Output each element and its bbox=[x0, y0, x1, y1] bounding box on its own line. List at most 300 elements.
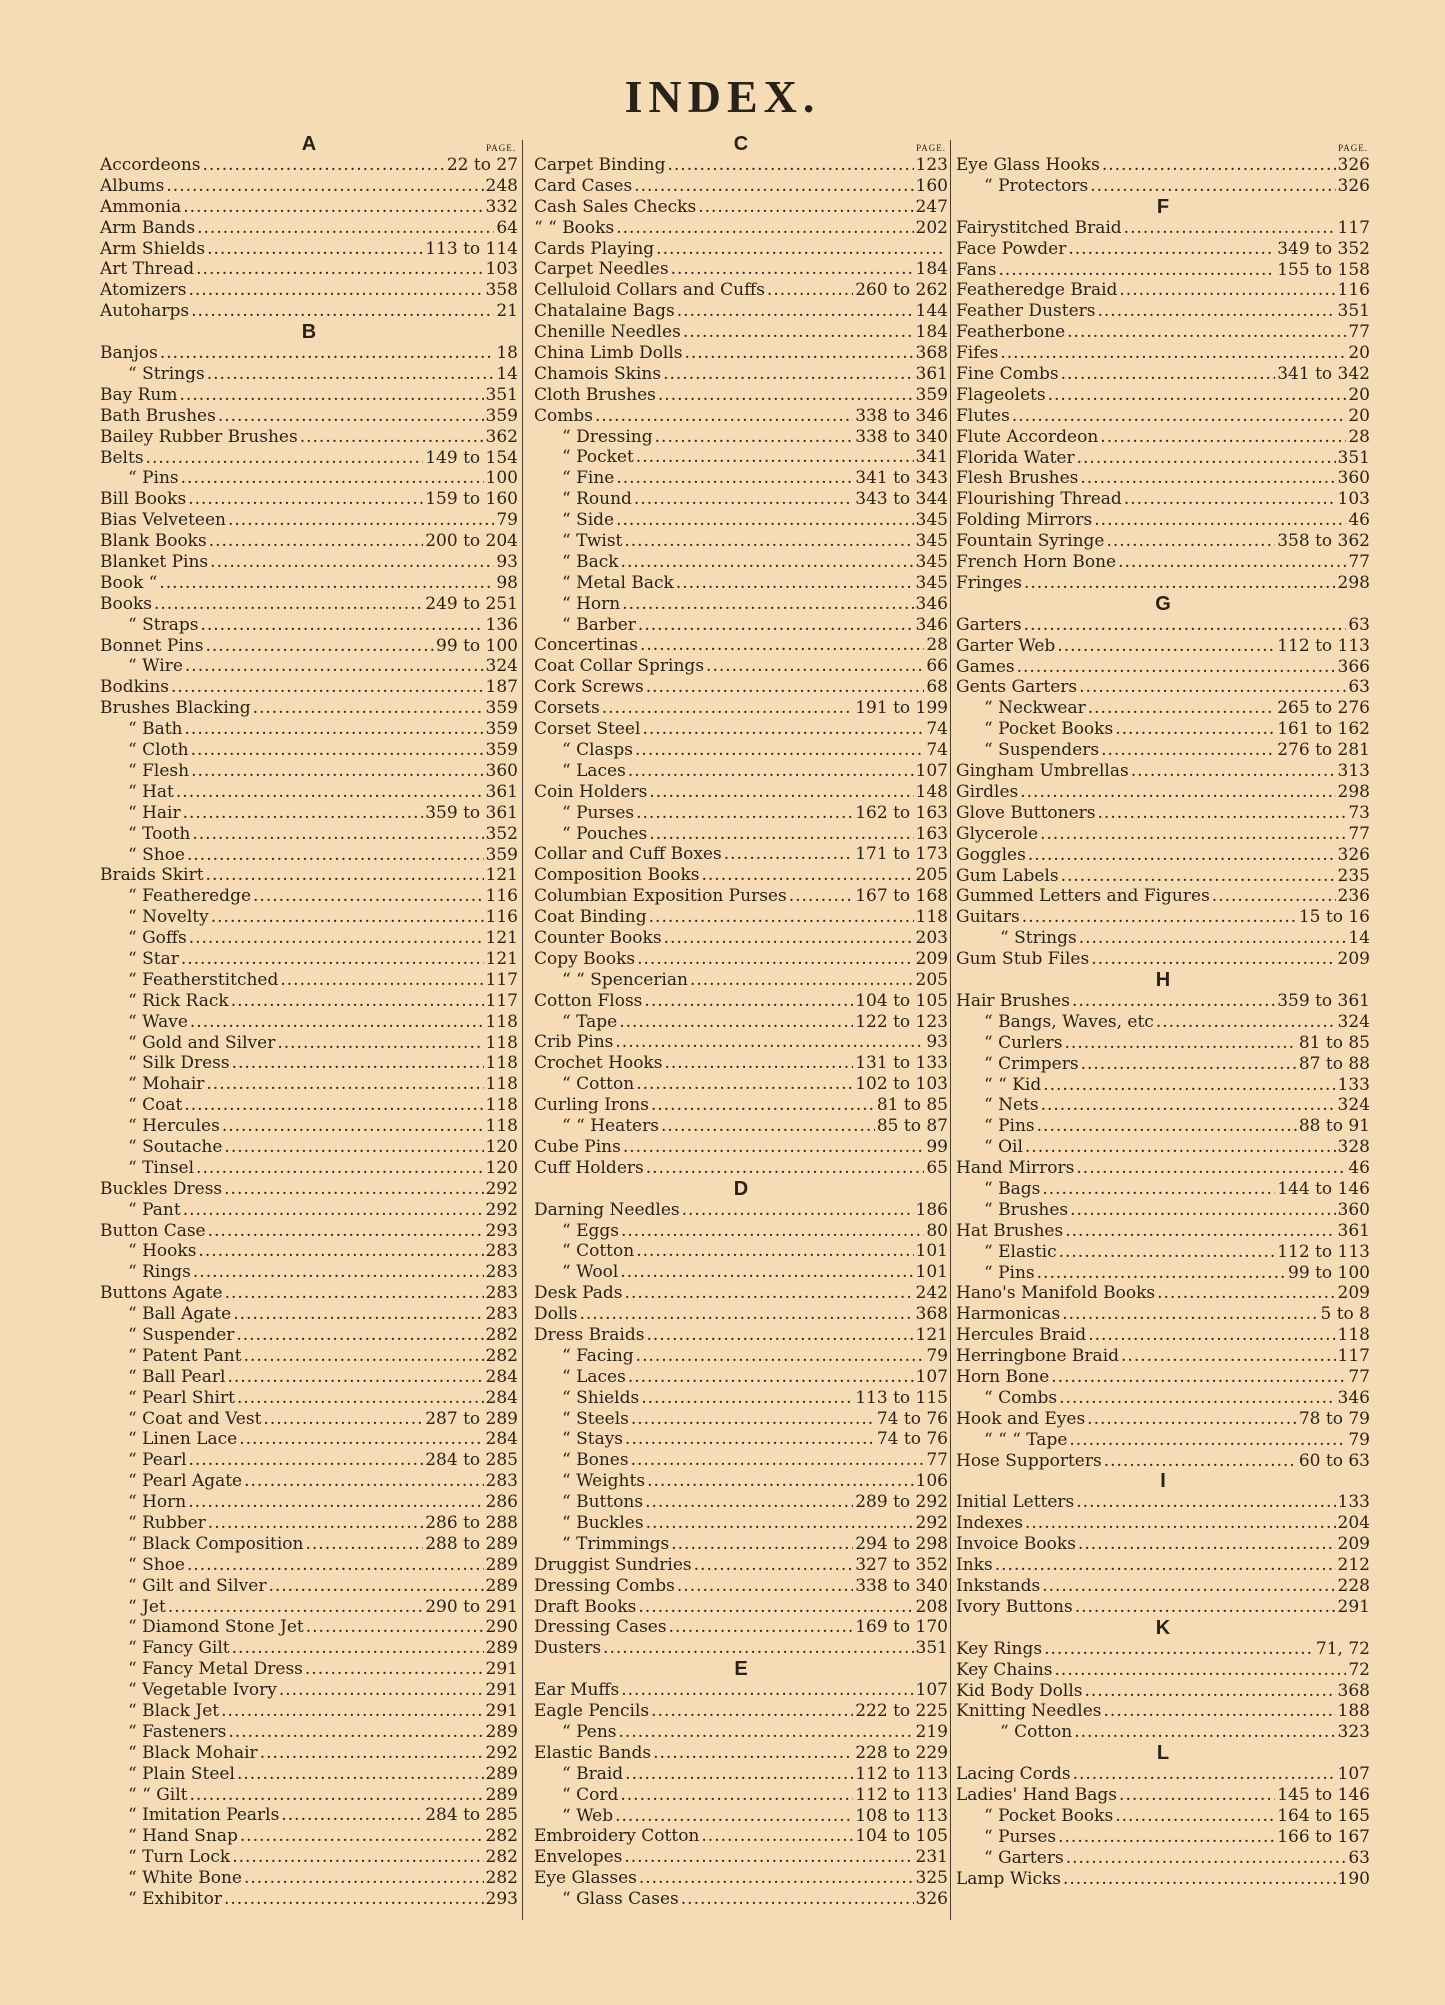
entry-name: “ Tape bbox=[562, 1011, 618, 1032]
entry-page: 184 bbox=[915, 259, 948, 280]
index-entry bbox=[534, 1283, 948, 1304]
entry-name: “ Nets bbox=[984, 1095, 1039, 1116]
entry-name: Button Case bbox=[100, 1220, 206, 1241]
dot-leader bbox=[240, 1826, 484, 1847]
index-entry bbox=[956, 677, 1370, 698]
entry-page: 74 to 76 bbox=[876, 1408, 948, 1429]
dot-leader bbox=[211, 907, 484, 928]
dot-leader bbox=[224, 1137, 483, 1158]
index-entry bbox=[534, 364, 948, 385]
dot-leader bbox=[998, 260, 1275, 281]
index-entry bbox=[956, 468, 1370, 489]
entry-page: 236 bbox=[1337, 886, 1370, 907]
entry-page: 200 to 204 bbox=[425, 531, 518, 552]
entry-name: “ Mohair bbox=[128, 1074, 205, 1095]
index-entry bbox=[534, 1847, 948, 1868]
entry-page: 136 bbox=[485, 614, 518, 635]
entry-name: “ “ “ Tape bbox=[984, 1429, 1068, 1450]
dot-leader bbox=[636, 1346, 925, 1367]
entry-page: 362 bbox=[485, 426, 518, 447]
entry-page: 282 bbox=[485, 1847, 518, 1868]
index-entry bbox=[100, 1053, 518, 1074]
entry-name: “ Goffs bbox=[128, 928, 187, 949]
section-letter: H bbox=[1155, 968, 1171, 991]
index-entry bbox=[100, 197, 518, 218]
entry-page: 359 bbox=[485, 844, 518, 865]
dot-leader bbox=[300, 427, 484, 448]
entry-page: 287 to 289 bbox=[425, 1408, 518, 1429]
entry-name: Bath Brushes bbox=[100, 405, 216, 426]
dot-leader bbox=[227, 1367, 483, 1388]
entry-page: 117 bbox=[1337, 1346, 1370, 1367]
dot-leader bbox=[160, 343, 495, 364]
entry-name: “ Cotton bbox=[1000, 1722, 1073, 1743]
entry-name: Desk Pads bbox=[534, 1283, 623, 1304]
dot-leader bbox=[191, 740, 484, 761]
dot-leader bbox=[619, 1012, 853, 1033]
entry-page: 101 bbox=[915, 1241, 948, 1262]
entry-name: “ Plain Steel bbox=[128, 1763, 235, 1784]
entry-page: 326 bbox=[915, 1889, 948, 1910]
index-column-3 bbox=[956, 134, 1370, 1890]
entry-page: 120 bbox=[485, 1136, 518, 1157]
entry-name: Harmonicas bbox=[956, 1304, 1061, 1325]
dot-leader bbox=[305, 1659, 484, 1680]
dot-leader bbox=[188, 489, 423, 510]
entry-page: 169 to 170 bbox=[855, 1617, 948, 1638]
entry-page: 323 bbox=[1337, 1722, 1370, 1743]
index-entry bbox=[534, 1053, 948, 1074]
dot-leader bbox=[1069, 1430, 1346, 1451]
dot-leader bbox=[253, 698, 484, 719]
entry-name: “ Straps bbox=[128, 614, 199, 635]
entry-page: 117 bbox=[485, 969, 518, 990]
dot-leader bbox=[615, 1806, 853, 1827]
entry-page: 163 bbox=[915, 823, 948, 844]
index-entry bbox=[100, 1158, 518, 1179]
entry-page: 28 bbox=[926, 635, 948, 656]
index-entry bbox=[956, 657, 1370, 678]
dot-leader bbox=[1070, 1200, 1335, 1221]
dot-leader bbox=[1115, 719, 1275, 740]
page-column-header: PAGE. bbox=[1338, 143, 1368, 153]
dot-leader bbox=[1037, 1263, 1286, 1284]
index-entry bbox=[956, 1722, 1370, 1743]
dot-leader bbox=[1065, 1221, 1335, 1242]
entry-name: Flesh Brushes bbox=[956, 468, 1079, 489]
entry-name: “ Featherstitched bbox=[128, 969, 279, 990]
index-entry bbox=[956, 1681, 1370, 1702]
index-entry bbox=[534, 782, 948, 803]
dot-leader bbox=[180, 385, 484, 406]
entry-name: “ Pins bbox=[128, 468, 179, 489]
dot-leader bbox=[637, 949, 913, 970]
entry-page: 113 to 114 bbox=[425, 238, 518, 259]
entry-page: 235 bbox=[1337, 865, 1370, 886]
entry-name: “ Round bbox=[562, 489, 632, 510]
entry-page: 283 bbox=[485, 1262, 518, 1283]
entry-page: 358 to 362 bbox=[1277, 531, 1370, 552]
index-entry bbox=[100, 1680, 518, 1701]
entry-name: “ Cord bbox=[562, 1784, 619, 1805]
index-entry bbox=[534, 489, 948, 510]
entry-name: “ Ball Agate bbox=[128, 1304, 232, 1325]
entry-page: 289 bbox=[485, 1721, 518, 1742]
dot-leader bbox=[636, 803, 853, 824]
entry-name: Bailey Rubber Brushes bbox=[100, 426, 298, 447]
index-entry bbox=[100, 1785, 518, 1806]
index-entry bbox=[100, 991, 518, 1012]
index-entry bbox=[100, 573, 518, 594]
index-entry bbox=[956, 176, 1370, 197]
entry-page: 161 to 162 bbox=[1277, 719, 1370, 740]
index-entry bbox=[100, 1805, 518, 1826]
entry-page: 209 bbox=[1337, 1283, 1370, 1304]
index-entry bbox=[534, 1221, 948, 1242]
index-entry bbox=[956, 1848, 1370, 1869]
index-entry bbox=[100, 427, 518, 448]
dot-leader bbox=[1077, 448, 1336, 469]
entry-name: “ Cotton bbox=[562, 1241, 635, 1262]
entry-name: China Limb Dolls bbox=[534, 343, 683, 364]
index-entry bbox=[956, 406, 1370, 427]
entry-page: 290 to 291 bbox=[425, 1596, 518, 1617]
entry-page: 345 bbox=[915, 551, 948, 572]
dot-leader bbox=[187, 845, 484, 866]
section-letter: I bbox=[1160, 1470, 1166, 1493]
entry-page: 293 bbox=[485, 1220, 518, 1241]
dot-leader bbox=[623, 1137, 925, 1158]
index-entry bbox=[100, 740, 518, 761]
entry-name: “ Cotton bbox=[562, 1074, 635, 1095]
index-entry bbox=[100, 970, 518, 991]
index-column-2 bbox=[534, 134, 948, 1910]
dot-leader bbox=[616, 510, 913, 531]
index-entry bbox=[956, 1639, 1370, 1660]
entry-page: 351 bbox=[1337, 447, 1370, 468]
entry-name: Coin Holders bbox=[534, 781, 648, 802]
index-entry bbox=[534, 1074, 948, 1095]
entry-page: 117 bbox=[485, 990, 518, 1011]
index-entry bbox=[534, 1158, 948, 1179]
entry-name: “ “ Heaters bbox=[562, 1115, 659, 1136]
entry-name: “ Turn Lock bbox=[128, 1847, 231, 1868]
dot-leader bbox=[664, 928, 914, 949]
entry-page: 283 bbox=[485, 1241, 518, 1262]
entry-name: Herringbone Braid bbox=[956, 1346, 1120, 1367]
entry-page: 219 bbox=[915, 1722, 948, 1743]
index-entry bbox=[956, 1367, 1370, 1388]
column-divider bbox=[522, 140, 523, 1920]
index-entry bbox=[534, 1534, 948, 1555]
column-divider bbox=[950, 140, 951, 1920]
entry-page: 222 to 225 bbox=[855, 1701, 948, 1722]
index-entry bbox=[100, 636, 518, 657]
index-entry bbox=[100, 468, 518, 489]
entry-page: 345 bbox=[915, 531, 948, 552]
index-entry bbox=[100, 1262, 518, 1283]
dot-leader bbox=[1043, 1075, 1335, 1096]
index-entry bbox=[956, 1200, 1370, 1221]
dot-leader bbox=[1066, 1848, 1347, 1869]
section-letter: C PAGE. bbox=[534, 134, 948, 155]
dot-leader bbox=[224, 1179, 483, 1200]
entry-name: Hair Brushes bbox=[956, 990, 1070, 1011]
index-entry bbox=[100, 1701, 518, 1722]
entry-name: “ Clasps bbox=[562, 739, 634, 760]
dot-leader bbox=[236, 1325, 483, 1346]
dot-leader bbox=[171, 677, 484, 698]
entry-name: Hook and Eyes bbox=[956, 1408, 1086, 1429]
entry-name: Face Powder bbox=[956, 238, 1067, 259]
dot-leader bbox=[625, 1283, 914, 1304]
dot-leader bbox=[649, 782, 913, 803]
entry-name: Arm Bands bbox=[100, 217, 196, 238]
dot-leader bbox=[231, 991, 484, 1012]
entry-name: Card Cases bbox=[534, 175, 633, 196]
entry-page: 292 bbox=[485, 1178, 518, 1199]
index-entry bbox=[100, 1450, 518, 1471]
entry-page: 361 bbox=[915, 363, 948, 384]
index-entry bbox=[100, 1367, 518, 1388]
index-entry bbox=[534, 656, 948, 677]
index-entry bbox=[100, 719, 518, 740]
dot-leader bbox=[239, 1429, 483, 1450]
dot-leader bbox=[669, 1617, 854, 1638]
index-entry bbox=[100, 1241, 518, 1262]
entry-name: Albums bbox=[100, 175, 165, 196]
index-entry bbox=[100, 1534, 518, 1555]
entry-name: Darning Needles bbox=[534, 1199, 680, 1220]
entry-name: Cards Playing bbox=[534, 238, 655, 259]
entry-name: “ Fine bbox=[562, 468, 615, 489]
entry-name: “ Tinsel bbox=[128, 1157, 195, 1178]
entry-name: “ Suspender bbox=[128, 1324, 235, 1345]
entry-name: Arm Shields bbox=[100, 238, 206, 259]
dot-leader bbox=[698, 197, 913, 218]
entry-name: Counter Books bbox=[534, 927, 662, 948]
index-entry bbox=[956, 552, 1370, 573]
entry-name: Featheredge Braid bbox=[956, 280, 1118, 301]
index-entry bbox=[956, 448, 1370, 469]
entry-name: “ Patent Pant bbox=[128, 1345, 242, 1366]
entry-page: 289 bbox=[485, 1575, 518, 1596]
index-entry bbox=[956, 1158, 1370, 1179]
index-entry bbox=[534, 1200, 948, 1221]
dot-leader bbox=[661, 1116, 875, 1137]
index-entry bbox=[534, 1806, 948, 1827]
entry-name: Crochet Hooks bbox=[534, 1053, 663, 1074]
index-entry bbox=[100, 1095, 518, 1116]
index-entry bbox=[534, 301, 948, 322]
entry-page: 164 to 165 bbox=[1277, 1806, 1370, 1827]
index-entry bbox=[100, 1137, 518, 1158]
dot-leader bbox=[1104, 1451, 1297, 1472]
index-entry bbox=[534, 761, 948, 782]
dot-leader bbox=[232, 1847, 483, 1868]
dot-leader bbox=[1074, 1722, 1335, 1743]
entry-name: “ Pins bbox=[984, 1116, 1035, 1137]
index-entry bbox=[100, 1346, 518, 1367]
index-entry bbox=[100, 845, 518, 866]
entry-page: 159 to 160 bbox=[425, 489, 518, 510]
entry-page: 338 to 340 bbox=[855, 426, 948, 447]
entry-name: “ Silk Dress bbox=[128, 1053, 230, 1074]
entry-name: “ Rick Rack bbox=[128, 990, 229, 1011]
dot-leader bbox=[671, 259, 914, 280]
index-entry bbox=[956, 1263, 1370, 1284]
entry-page: 343 to 344 bbox=[855, 489, 948, 510]
entry-name: “ Buckles bbox=[562, 1513, 644, 1533]
entry-name: Featherbone bbox=[956, 322, 1066, 343]
entry-name: Dress Braids bbox=[534, 1324, 645, 1345]
index-entry bbox=[956, 1451, 1370, 1472]
dot-leader bbox=[279, 1680, 484, 1701]
dot-leader bbox=[653, 1743, 853, 1764]
dot-leader bbox=[615, 1032, 924, 1053]
index-entry bbox=[100, 1116, 518, 1137]
entry-page: 338 to 346 bbox=[855, 405, 948, 426]
entry-name: “ Imitation Pearls bbox=[128, 1805, 280, 1826]
entry-name: Gum Stub Files bbox=[956, 949, 1090, 970]
dot-leader bbox=[196, 259, 483, 280]
index-entry bbox=[534, 1032, 948, 1053]
section-letter: K bbox=[1155, 1616, 1171, 1639]
entry-name: Fountain Syringe bbox=[956, 531, 1105, 552]
index-entry bbox=[956, 489, 1370, 510]
entry-page: 5 to 8 bbox=[1320, 1304, 1370, 1325]
dot-leader bbox=[649, 907, 914, 928]
dot-leader bbox=[622, 594, 913, 615]
entry-name: “ Elastic bbox=[984, 1241, 1057, 1262]
dot-leader bbox=[1042, 1576, 1335, 1597]
dot-leader bbox=[1078, 1534, 1336, 1555]
index-entry bbox=[956, 1597, 1370, 1618]
entry-name: Indexes bbox=[956, 1513, 1023, 1534]
dot-leader bbox=[1062, 1304, 1318, 1325]
entry-name: “ Garters bbox=[984, 1847, 1064, 1868]
entry-page: 209 bbox=[1337, 949, 1370, 970]
dot-leader bbox=[635, 740, 924, 761]
index-entry bbox=[534, 1826, 948, 1847]
dot-leader bbox=[1037, 1116, 1297, 1137]
index-entry bbox=[534, 1617, 948, 1638]
entry-page: 118 bbox=[915, 907, 948, 928]
index-entry bbox=[534, 385, 948, 406]
index-entry bbox=[534, 1346, 948, 1367]
section-letter: E bbox=[734, 1658, 748, 1681]
entry-name: Carpet Binding bbox=[534, 155, 666, 175]
entry-name: Buckles Dress bbox=[100, 1178, 223, 1199]
entry-page: 338 to 340 bbox=[855, 1575, 948, 1596]
entry-name: Flutes bbox=[956, 405, 1010, 426]
entry-page: 93 bbox=[496, 552, 518, 573]
entry-page: 326 bbox=[1337, 175, 1370, 196]
index-entry bbox=[956, 1283, 1370, 1304]
entry-name: “ Curlers bbox=[984, 1032, 1063, 1053]
entry-name: Feather Dusters bbox=[956, 301, 1096, 322]
index-entry bbox=[100, 803, 518, 824]
dot-leader bbox=[1065, 1033, 1297, 1054]
index-entry bbox=[956, 615, 1370, 636]
entry-page: 160 bbox=[915, 175, 948, 196]
entry-page: 77 bbox=[1348, 552, 1370, 573]
entry-page: 191 to 199 bbox=[855, 698, 948, 719]
entry-page: 346 bbox=[915, 614, 948, 635]
dot-leader bbox=[1059, 1388, 1335, 1409]
entry-page: 366 bbox=[1337, 656, 1370, 677]
index-entry bbox=[534, 1743, 948, 1764]
index-entry bbox=[534, 1471, 948, 1492]
dot-leader bbox=[181, 468, 484, 489]
index-entry bbox=[100, 1847, 518, 1868]
entry-name: Fans bbox=[956, 259, 997, 280]
entry-name: Gingham Umbrellas bbox=[956, 761, 1129, 782]
dot-leader bbox=[190, 1012, 484, 1033]
dot-leader bbox=[207, 364, 495, 385]
dot-leader bbox=[188, 1492, 483, 1513]
entry-page: 121 bbox=[485, 948, 518, 969]
dot-leader bbox=[636, 1241, 913, 1262]
entry-name: Cloth Brushes bbox=[534, 384, 656, 405]
index-entry bbox=[956, 322, 1370, 343]
entry-page: 72 bbox=[1348, 1659, 1370, 1680]
entry-name: “ Flesh bbox=[128, 760, 190, 781]
dot-leader bbox=[166, 176, 483, 197]
entry-name: Chatalaine Bags bbox=[534, 301, 675, 322]
entry-page: 204 bbox=[1337, 1513, 1370, 1534]
dot-leader bbox=[684, 343, 913, 364]
entry-name: Ladies' Hand Bags bbox=[956, 1785, 1118, 1806]
index-entry bbox=[534, 928, 948, 949]
index-entry bbox=[956, 301, 1370, 322]
index-entry bbox=[534, 635, 948, 656]
entry-page: 20 bbox=[1348, 384, 1370, 405]
dot-leader bbox=[636, 1074, 853, 1095]
page-title: INDEX. bbox=[624, 71, 821, 122]
index-entry bbox=[100, 1012, 518, 1033]
dot-leader bbox=[1067, 322, 1346, 343]
index-entry bbox=[534, 1304, 948, 1325]
index-entry bbox=[956, 907, 1370, 928]
entry-page: 327 to 352 bbox=[855, 1554, 948, 1575]
index-entry bbox=[100, 594, 518, 615]
index-entry bbox=[100, 1074, 518, 1095]
index-entry bbox=[100, 1576, 518, 1597]
entry-page: 155 to 158 bbox=[1277, 259, 1370, 280]
entry-name: Bias Velveteen bbox=[100, 510, 226, 531]
index-entry bbox=[100, 385, 518, 406]
entry-name: Draft Books bbox=[534, 1596, 637, 1617]
entry-name: Dolls bbox=[534, 1304, 578, 1325]
index-entry bbox=[534, 1638, 948, 1659]
entry-name: “ Ball Pearl bbox=[128, 1366, 226, 1387]
entry-page: 63 bbox=[1348, 614, 1370, 635]
index-column-1 bbox=[100, 134, 518, 1910]
dot-leader bbox=[183, 197, 483, 218]
dot-leader bbox=[1020, 782, 1335, 803]
entry-name: Garters bbox=[956, 614, 1022, 635]
entry-page: 144 bbox=[915, 301, 948, 322]
dot-leader bbox=[646, 1513, 914, 1534]
dot-leader bbox=[644, 991, 853, 1012]
entry-page: 286 bbox=[485, 1492, 518, 1513]
index-entry bbox=[956, 740, 1370, 761]
dot-leader bbox=[1115, 1806, 1275, 1827]
entry-name: Banjos bbox=[100, 343, 158, 364]
entry-page: 14 bbox=[496, 364, 518, 385]
index-entry bbox=[534, 1388, 948, 1409]
